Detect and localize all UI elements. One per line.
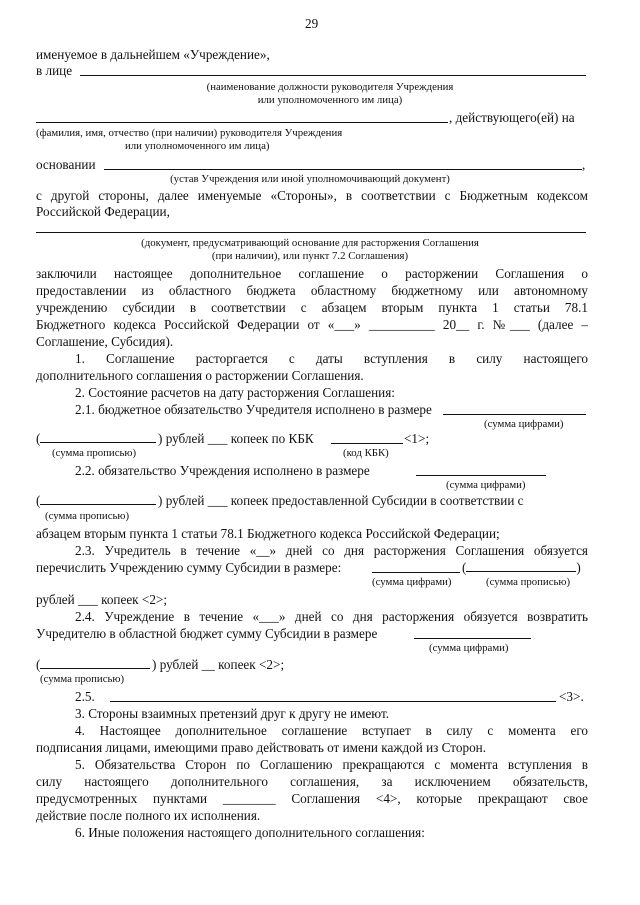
fill-line (110, 701, 556, 702)
text-line: 2.3. Учредитель в течение «__» дней со дня расторжения Соглашения обязуется (75, 543, 588, 558)
caption: (фамилия, имя, отчество (при наличии) руководителя Учреждения (36, 127, 343, 139)
text-line: 2.1. бюджетное обязательство Учредителя исполнено в размере (75, 402, 432, 417)
fill-line (104, 169, 582, 170)
text-line: предусмотренных пунктами ________ Соглашения <4>, которые прекращают свое (36, 791, 588, 806)
text-line: перечислить Учреждению сумму Субсидии в размере: (36, 560, 342, 575)
text-line: 2.2. обязательство Учреждения исполнено в размере (75, 463, 370, 478)
text-line: 3. Стороны взаимных претензий друг к другу не имеют. (75, 706, 390, 721)
text-line: абзацем вторым пункта 1 статьи 78.1 Бюджетного кодекса Российской Федерации; (36, 526, 500, 541)
text-line: подписания лицами, имеющими право действовать от имени каждой из Сторон. (36, 740, 487, 755)
text-line: Бюджетного кодекса Российской Федерации от «___» __________ 20__ г. №___ (далее – (36, 317, 588, 332)
text-line: Соглашение, Субсидия). (36, 334, 174, 349)
fill-line (80, 75, 586, 76)
text-line: силу настоящего дополнительного соглашения, за исключением обязательств, (36, 774, 588, 789)
caption: или уполномоченного им лица) (257, 94, 403, 106)
text-line: Российской Федерации, (36, 204, 170, 219)
document-page: 29 именуемое в дальнейшем «Учреждение», в лице (наименование должности руководителя Учреждения или уполномоченного им лица) , действующего(ей) на (фамилия, имя, отчество (при наличии) руководителя Учреждения или уполномоченного им лица) основании , (устав Учреждения или иной уполномочивающий документ) с другой стороны, далее именуемые «Стороны», в соответствии с Бюджетным кодексом Российской Федерации, (документ, предусматривающий основание для расторжения Соглашения (при наличии), или пункт 7.2 Соглашения) заключили настоящее дополнительное соглашение о расторжении Соглашения о предоставлении из областного бюджета областному бюджетному или автономному учреждению субсидии в соответствии с абзацем вторым пункта 1 статьи 78.1 Бюджетного кодекса Российской Федерации от «___» __________ 20__ г. №___ (далее – Соглашение, Субсидия). 1. Соглашение расторгается с даты вступления в силу настоящего дополнительного соглашения о расторжении Соглашения. 2. Состояние расчетов на дату расторжения Соглашения: 2.1. бюджетное обязательство Учредителя исполнено в размере (сумма цифрами) ( ) рублей ___ копеек по КБК <1>; (сумма прописью) (код КБК) 2.2. обязательство Учреждения исполнено в размере (сумма цифрами) ( ) рублей ___ копеек предоставленной Субсидии в соответствии с (сумма прописью) абзацем вторым пункта 1 статьи 78.1 Бюджетного кодекса Российской Федерации; 2.3. Учредитель в течение «__» дней со дня расторжения Соглашения обязуется перечислить Учреждению сумму Субсидии в размере: ( ) (сумма цифрами) (сумма прописью) рублей ___ копеек <2>; 2.4. Учреждение в течение «___» дней со дня расторжения обязуется возвратить Учредителю в областной бюджет сумму Субсидии в размере (сумма цифрами) ( ) рублей __ копеек <2>; (сумма прописью) 2.5. <3>. 3. Стороны взаимных претензий друг к другу не имеют. 4. Настоящее дополнительное соглашение вступает в силу с момента его подписания лицами, имеющими право действовать от имени каждой из Сторон. 5. Обязательства Сторон по Соглашению прекращаются с момента вступления в силу настоящего дополнительного соглашения, за исключением обязательств, предусмотренных пунктами ________ Соглашения <4>, которые прекращают свое действие после полного их исполнения. 6. Иные положения настоящего дополнительного соглашения: (36, 16, 588, 840)
text-line: Учредителю в областной бюджет сумму Субсидии в размере (36, 626, 378, 641)
text-line: заключили настоящее дополнительное соглашение о расторжении Соглашения о (36, 266, 588, 281)
fill-line (331, 443, 403, 444)
text-line: в лице (36, 63, 73, 78)
fill-line (414, 638, 531, 639)
fill-line (36, 122, 448, 123)
text-line: предоставлении из областного бюджета областному бюджетному или автономному (36, 283, 588, 298)
caption: (код КБК) (343, 447, 389, 459)
text-line: 5. Обязательства Сторон по Соглашению прекращаются с момента вступления в (75, 757, 588, 772)
text-line: <1>; (404, 431, 430, 446)
caption: (сумма цифрами) (429, 642, 509, 654)
text-line: 1. Соглашение расторгается с даты вступления в силу настоящего (75, 351, 588, 366)
text-line: , (582, 157, 586, 172)
caption: (сумма прописью) (45, 510, 130, 522)
caption: (при наличии), или пункт 7.2 Соглашения) (211, 250, 409, 262)
fill-line (372, 572, 460, 573)
text-line: именуемое в дальнейшем «Учреждение», (36, 47, 270, 62)
text-line: 2.5. (75, 689, 95, 704)
text-line: учреждению субсидии в соответствии с абзацем вторым пункта 1 статьи 78.1 (36, 300, 588, 315)
caption: (сумма цифрами) (484, 418, 564, 430)
fill-line (36, 232, 586, 233)
text-line: ) рублей ___ копеек предоставленной Субсидии в соответствии с (158, 493, 524, 508)
text-line: основании (36, 157, 96, 172)
text-line: 4. Настоящее дополнительное соглашение вступает в силу с момента его (75, 723, 588, 738)
text-line: 2.4. Учреждение в течение «___» дней со дня расторжения обязуется возвратить (75, 609, 588, 624)
fill-line (416, 475, 546, 476)
text-line: 2. Состояние расчетов на дату расторжения Соглашения: (75, 385, 395, 400)
text-line: действие после полного их исполнения. (36, 808, 261, 823)
text-line: , действующего(ей) на (449, 110, 575, 125)
text-line: дополнительного соглашения о расторжении Соглашения. (36, 368, 364, 383)
caption: (сумма прописью) (40, 673, 125, 685)
text-line: <3>. (559, 689, 584, 704)
text-line: ) рублей ___ копеек по КБК (158, 431, 314, 446)
caption: (сумма цифрами) (446, 479, 526, 491)
text-line: ) рублей __ копеек <2>; (152, 657, 285, 672)
caption: (сумма прописью) (486, 576, 571, 588)
text-line: с другой стороны, далее именуемые «Стороны», в соответствии с Бюджетным кодексом (36, 188, 588, 203)
caption: (документ, предусматривающий основание для расторжения Соглашения (141, 237, 479, 249)
text-line: рублей ___ копеек <2>; (36, 592, 168, 607)
page-number: 29 (305, 16, 319, 31)
caption: (сумма прописью) (52, 447, 137, 459)
text-line: 6. Иные положения настоящего дополнительного соглашения: (75, 825, 425, 840)
caption: (сумма цифрами) (372, 576, 452, 588)
caption: (наименование должности руководителя Учреждения (206, 81, 454, 93)
fill-line (443, 414, 586, 415)
caption: или уполномоченного им лица) (125, 140, 270, 152)
caption: (устав Учреждения или иной уполномочивающий документ) (170, 173, 450, 185)
